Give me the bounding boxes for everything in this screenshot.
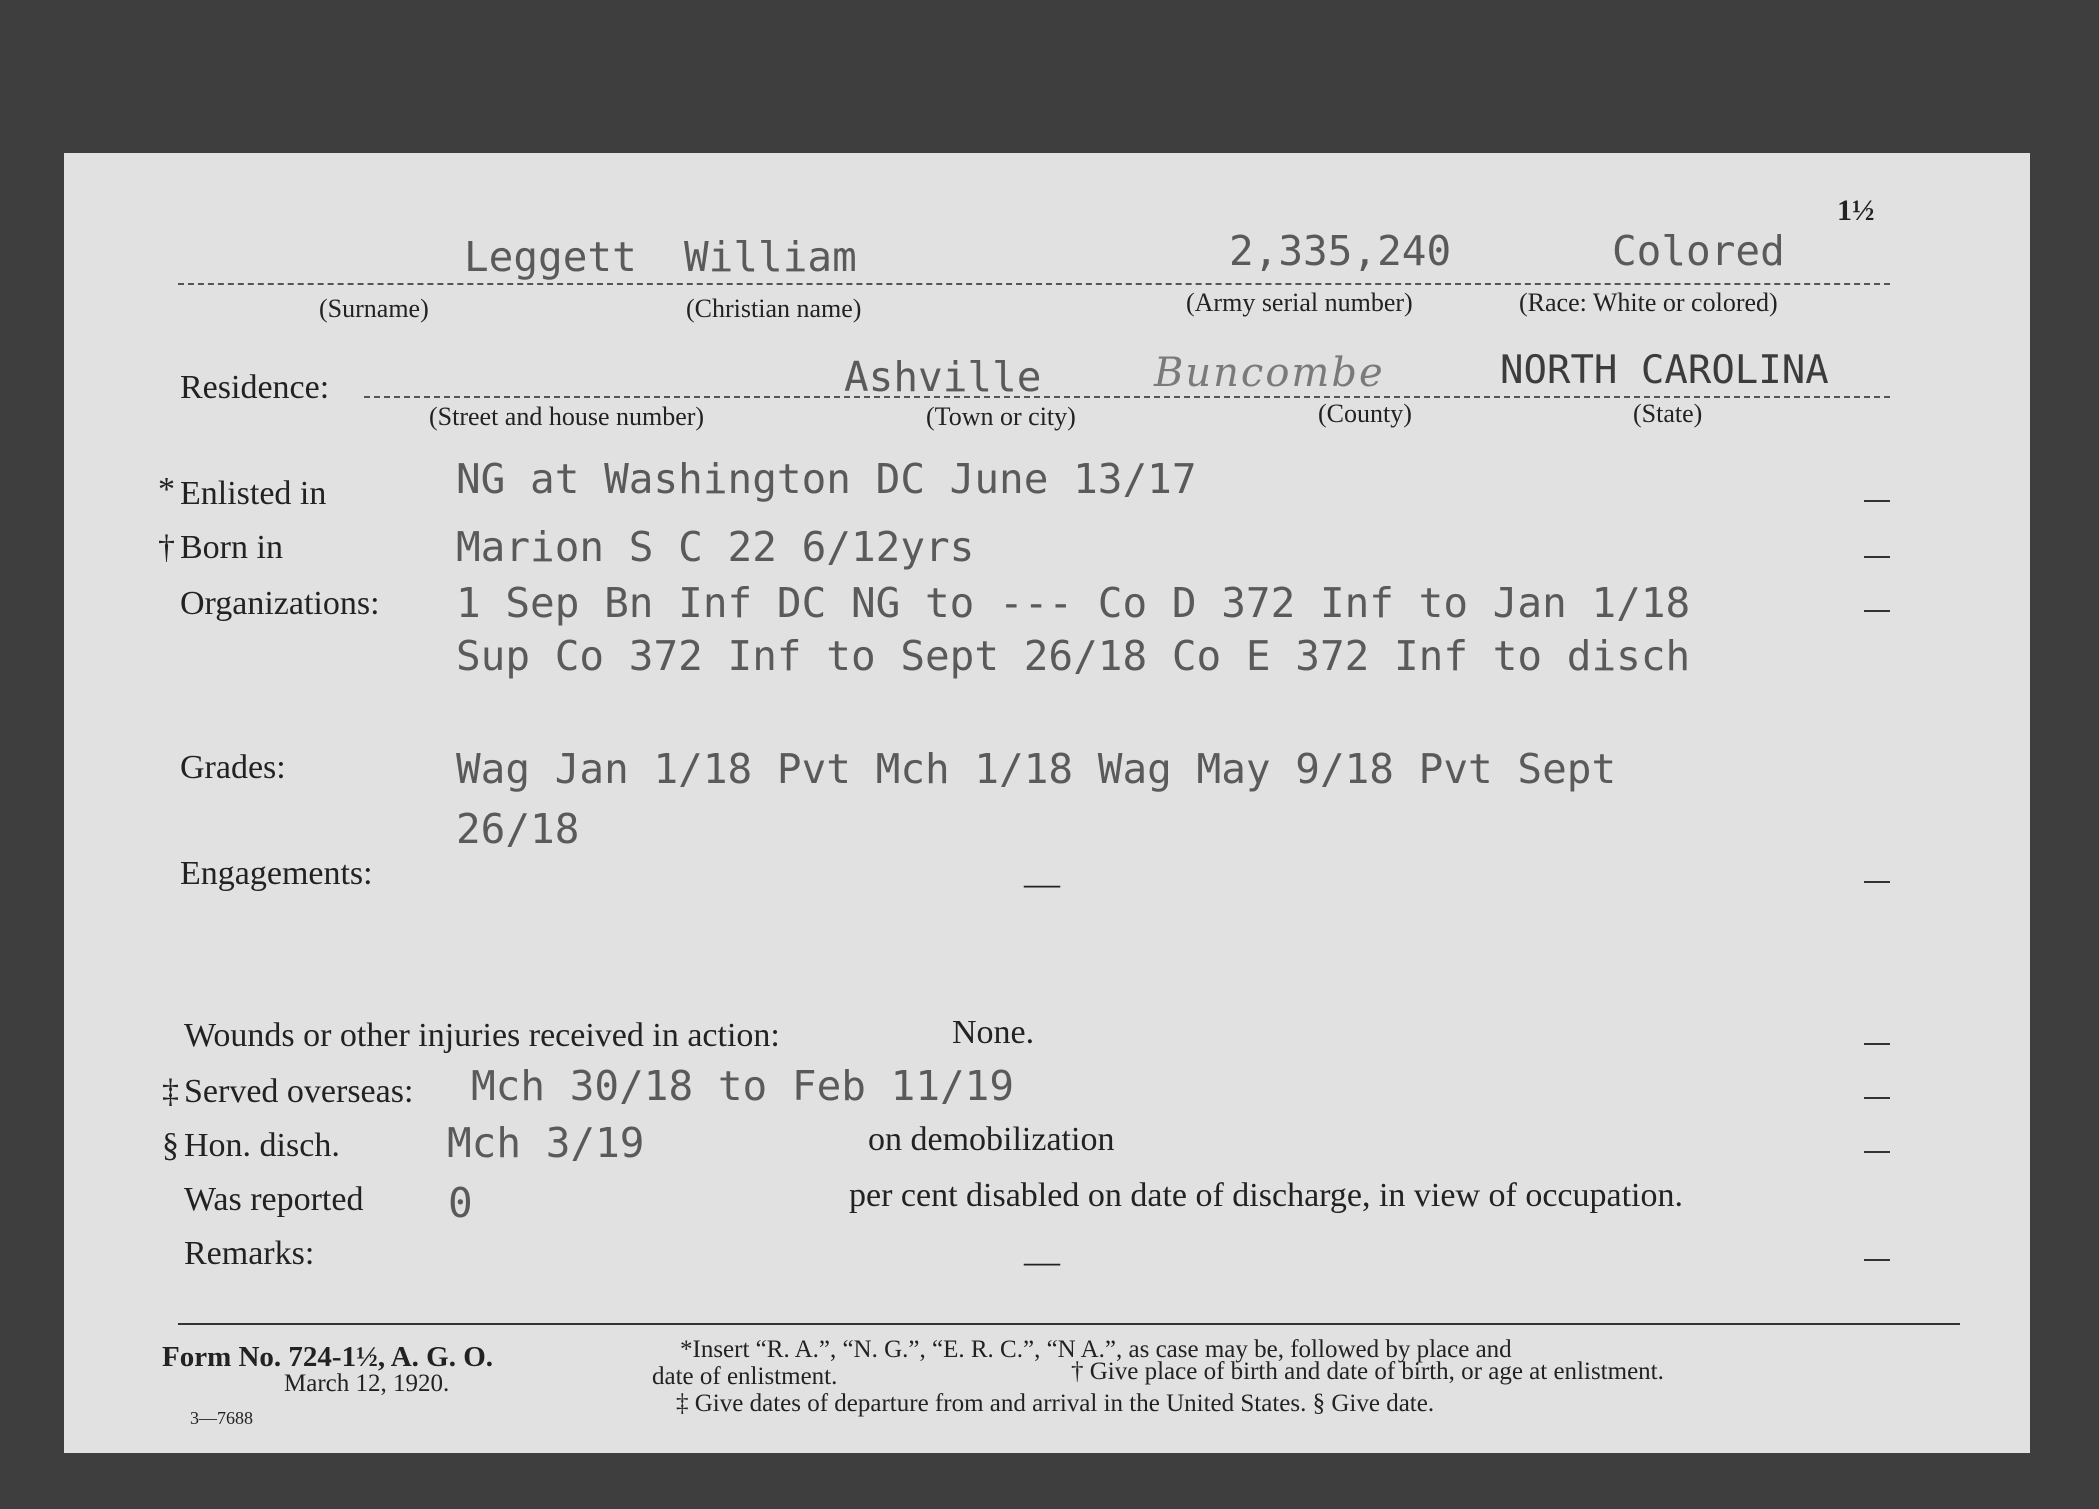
serial-number-value: 2,335,240	[1229, 227, 1452, 275]
form-number: Form No. 724-1½, A. G. O.	[162, 1341, 494, 1373]
overseas-value: Mch 30/18 to Feb 11/19	[471, 1062, 1015, 1110]
remarks-value: —	[1024, 1241, 1060, 1281]
wounds-value: None.	[952, 1014, 1035, 1051]
footnote-birth: † Give place of birth and date of birth, or age at enlistment.	[1071, 1358, 1664, 1385]
born-value: Marion S C 22 6/12yrs	[456, 523, 975, 571]
born-label: Born in	[180, 529, 283, 566]
margin-tick	[1864, 1259, 1890, 1261]
engagements-label: Engagements:	[180, 855, 373, 892]
born-mark: †	[158, 529, 175, 566]
christian-name-value: William	[684, 233, 857, 281]
footnote-overseas: ‡ Give dates of departure from and arrival in the United States. § Give date.	[676, 1390, 1435, 1417]
grades-line-1: Wag Jan 1/18 Pvt Mch 1/18 Wag May 9/18 Pvt Sept	[456, 745, 1617, 793]
organizations-line-1: 1 Sep Bn Inf DC NG to --- Co D 372 Inf to Jan 1/18	[456, 579, 1691, 627]
margin-tick	[1864, 500, 1890, 502]
header-rule	[178, 283, 1890, 285]
record-card	[64, 153, 2030, 1453]
margin-tick	[1864, 881, 1890, 883]
hon-disch-label: Hon. disch.	[184, 1127, 340, 1164]
margin-tick	[1864, 1097, 1890, 1099]
surname-value: Leggett	[464, 233, 637, 281]
surname-caption: (Surname)	[319, 294, 429, 323]
footer-rule	[178, 1323, 1960, 1325]
state-caption: (State)	[1633, 399, 1703, 428]
margin-tick	[1864, 1151, 1890, 1153]
grades-label: Grades:	[180, 749, 286, 786]
margin-tick	[1864, 556, 1890, 558]
overseas-mark: ‡	[162, 1073, 179, 1110]
enlisted-mark: *	[158, 471, 175, 508]
demobilization-text: on demobilization	[868, 1121, 1115, 1158]
residence-county: Buncombe	[1154, 350, 1385, 396]
christian-caption: (Christian name)	[686, 294, 862, 323]
residence-rule	[364, 396, 1890, 398]
hon-disch-value: Mch 3/19	[447, 1119, 645, 1167]
grades-line-2: 26/18	[456, 805, 580, 853]
residence-town: Ashville	[844, 353, 1042, 401]
reported-value: 0	[448, 1179, 473, 1227]
race-caption: (Race: White or colored)	[1519, 288, 1778, 317]
residence-label: Residence:	[180, 369, 330, 406]
organizations-line-2: Sup Co 372 Inf to Sept 26/18 Co E 372 Inf to disch	[456, 632, 1691, 680]
street-caption: (Street and house number)	[429, 402, 705, 431]
engagements-value: —	[1024, 863, 1060, 903]
town-caption: (Town or city)	[926, 402, 1076, 431]
disabled-text: per cent disabled on date of discharge, in view of occupation.	[849, 1177, 1683, 1214]
footnote-enlistment: *Insert “R. A.”, “N. G.”, “E. R. C.”, “N A.”, as case may be, followed by place and	[680, 1336, 1512, 1363]
residence-state: NORTH CAROLINA	[1500, 348, 1829, 393]
print-code: 3—7688	[190, 1408, 253, 1428]
hon-disch-mark: §	[162, 1127, 179, 1164]
wounds-label: Wounds or other injuries received in action:	[184, 1017, 780, 1054]
margin-tick	[1864, 1043, 1890, 1045]
margin-tick	[1864, 610, 1890, 612]
form-date: March 12, 1920.	[284, 1370, 450, 1397]
serial-caption: (Army serial number)	[1186, 288, 1413, 317]
corner-mark: 1½	[1837, 194, 1875, 227]
remarks-label: Remarks:	[184, 1235, 315, 1272]
race-value: Colored	[1612, 227, 1785, 275]
reported-label: Was reported	[184, 1181, 364, 1218]
footnote-enlistment-cont: date of enlistment.	[652, 1363, 838, 1390]
organizations-label: Organizations:	[180, 585, 380, 622]
enlisted-label: Enlisted in	[180, 475, 327, 512]
county-caption: (County)	[1318, 399, 1412, 428]
overseas-label: Served overseas:	[184, 1073, 414, 1110]
enlisted-value: NG at Washington DC June 13/17	[456, 455, 1197, 503]
